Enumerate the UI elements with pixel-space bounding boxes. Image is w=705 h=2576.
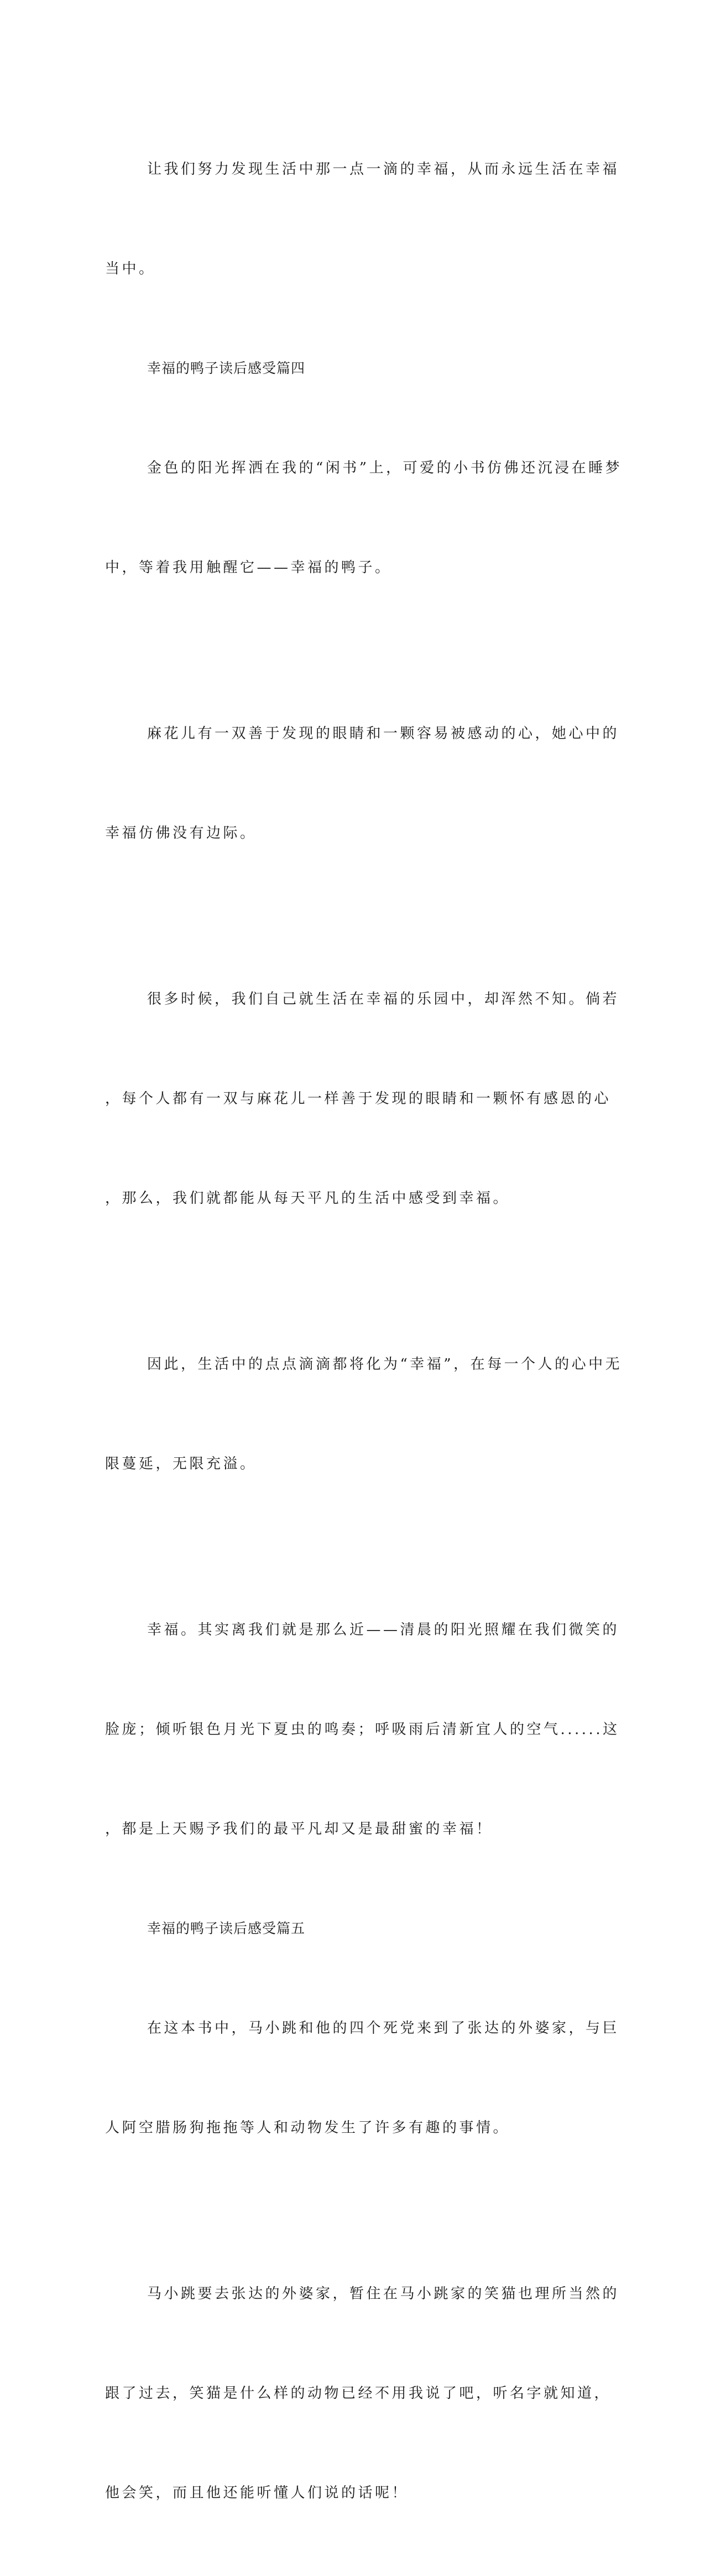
text-line: 幸福仿佛没有边际。 bbox=[105, 825, 257, 842]
paragraph-conclusion bbox=[105, 86, 620, 352]
section-heading-part-four: 幸福的鸭子读后感受篇四 bbox=[147, 360, 306, 376]
document-body bbox=[105, 86, 623, 2576]
paragraph bbox=[105, 385, 623, 651]
text-line: ，那么，我们就都能从每天平凡的生活中感受到幸福。 bbox=[105, 1190, 510, 1207]
text-line: 金色的阳光挥洒在我的“闲书”上，可爱的小书仿佛还沉浸在睡梦 bbox=[147, 460, 623, 476]
text-line: 很多时候，我们自己就生活在幸福的乐园中，却浑然不知。倘若 bbox=[147, 991, 620, 1007]
text-line: 让我们努力发现生活中那一点一滴的幸福，从而永远生活在幸福 bbox=[147, 161, 620, 178]
text-line: 因此，生活中的点点滴滴都将化为“幸福”，在每一个人的心中无 bbox=[147, 1356, 623, 1373]
text-line: ，都是上天赐予我们的最平凡却又是最甜蜜的幸福！ bbox=[105, 1821, 493, 1837]
text-line: 在这本书中，马小跳和他的四个死党来到了张达的外婆家，与巨 bbox=[147, 2020, 620, 2037]
paragraph bbox=[105, 1547, 620, 1912]
section-heading-part-five: 幸福的鸭子读后感受篇五 bbox=[147, 1920, 306, 1936]
paragraph bbox=[105, 1945, 620, 2211]
paragraph bbox=[105, 2211, 620, 2576]
text-line: ，每个人都有一双与麻花儿一样善于发现的眼睛和一颗怀有感恩的心 bbox=[105, 1090, 612, 1107]
paragraph bbox=[105, 651, 620, 916]
text-line: 他会笑，而且他还能听懂人们说的话呢！ bbox=[105, 2485, 409, 2501]
text-line: 幸福。其实离我们就是那么近——清晨的阳光照耀在我们微笑的 bbox=[147, 1622, 620, 1638]
paragraph bbox=[105, 916, 620, 1281]
paragraph bbox=[105, 1281, 623, 1547]
text-line: 中，等着我用触醒它——幸福的鸭子。 bbox=[105, 559, 392, 576]
text-line: 麻花儿有一双善于发现的眼睛和一颗容易被感动的心，她心中的 bbox=[147, 725, 620, 742]
text-line: 当中。 bbox=[105, 261, 156, 277]
text-line: 马小跳要去张达的外婆家，暂住在马小跳家的笑猫也理所当然的 bbox=[147, 2286, 620, 2302]
text-line: 脸庞；倾听银色月光下夏虫的鸣奏；呼吸雨后清新宜人的空气......这 bbox=[105, 1721, 620, 1738]
text-line: 人阿空腊肠狗拖拖等人和动物发生了许多有趣的事情。 bbox=[105, 2120, 510, 2136]
text-line: 限蔓延，无限充溢。 bbox=[105, 1456, 257, 1472]
text-line: 跟了过去，笑猫是什么样的动物已经不用我说了吧，听名字就知道， bbox=[105, 2385, 612, 2402]
